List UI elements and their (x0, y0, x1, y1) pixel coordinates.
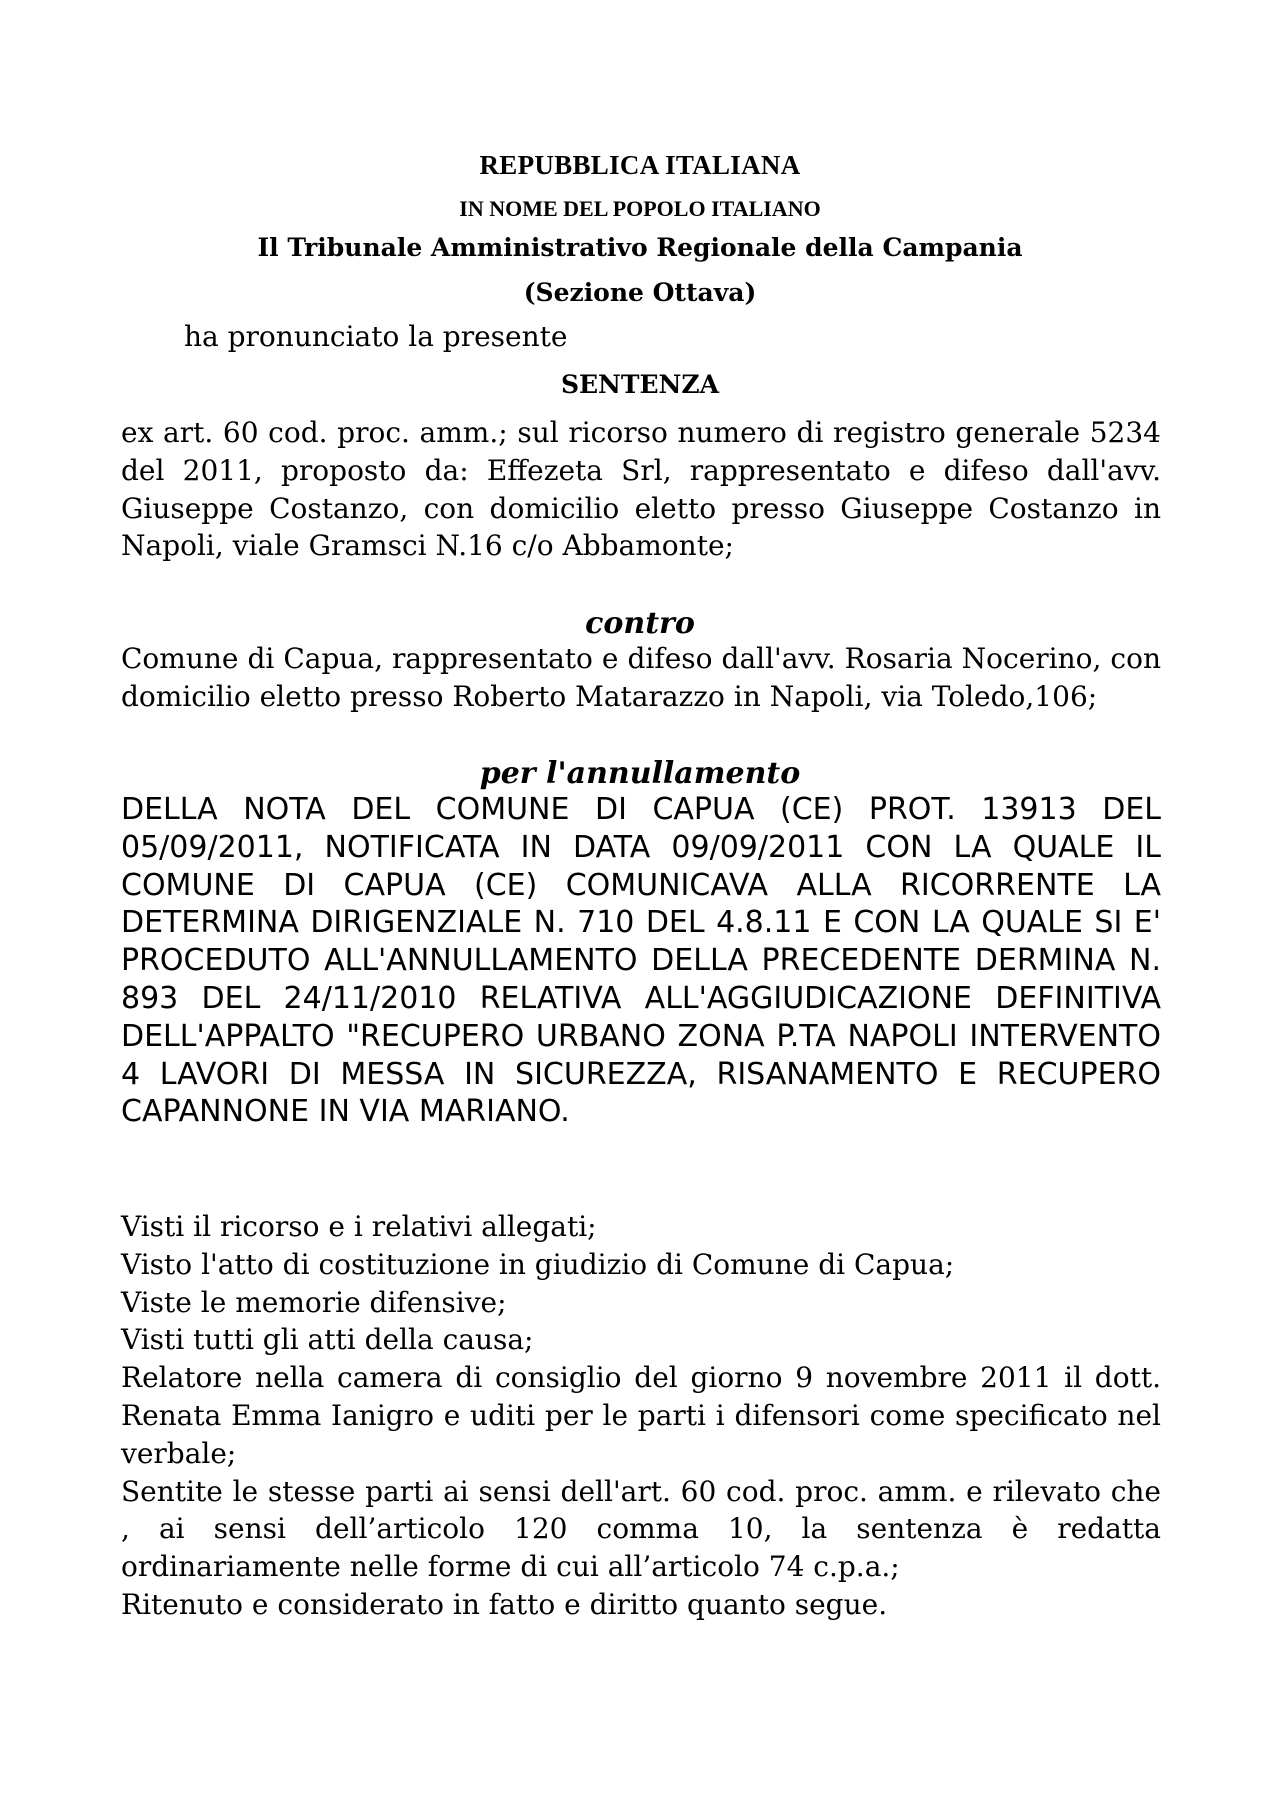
recital-line: Visto l'atto di costituzione in giudizio di Comune di Capua; (121, 1247, 955, 1281)
purpose-label: per l'annullamento (479, 756, 801, 791)
recital-line: Visti il ricorso e i relativi allegati; (121, 1210, 597, 1243)
recitals-block (121, 1208, 1161, 1624)
heading-sentenza: SENTENZA (560, 370, 720, 399)
recital-line: Viste le memorie difensive; (121, 1285, 507, 1319)
recital-line: Visti tutti gli atti della causa; (121, 1323, 534, 1357)
recital-line: Relatore nella camera di consiglio del giorno 9 novembre 2011 il dott. Renata Emma Ianigro e uditi per le parti i difensori come specificato nel verbale; (121, 1361, 1161, 1470)
heading-section: (Sezione Ottava) (523, 278, 757, 307)
heading-people: IN NOME DEL POPOLO ITALIANO (459, 196, 821, 221)
respondent-paragraph: Comune di Capua, rappresentato e difeso dall'avv. Rosaria Nocerino, con domicilio eletto presso Roberto Matarazzo in Napoli, via Toledo,106; (121, 642, 1161, 713)
against-label: contro (585, 606, 695, 641)
object-paragraph: DELLA NOTA DEL COMUNE DI CAPUA (CE) PROT. 13913 DEL 05/09/2011, NOTIFICATA IN DATA 09/09/2011 CON LA QUALE IL COMUNE DI CAPUA (CE) COMUNICAVA ALLA RICORRENTE LA DETERMINA DIRIGENZIALE N. 710 DEL 4.8.11 E CON LA QUALE SI E' PROCEDUTO ALL'ANNULLAMENTO DELLA PRECEDENTE DERMINA N. 893 DEL 24/11/2010 RELATIVA ALL'AGGIUDICAZIONE DEFINITIVA DELL'APPALTO "RECUPERO URBANO ZONA P.TA NAPOLI INTERVENTO 4 LAVORI DI MESSA IN SICUREZZA, RISANAMENTO E RECUPERO CAPANNONE IN VIA MARIANO. (121, 792, 1161, 1130)
parties-paragraph: ex art. 60 cod. proc. amm.; sul ricorso numero di registro generale 5234 del 2011, proposto da: Effezeta Srl, rappresentato e difeso dall'avv. Giuseppe Costanzo, con domicilio eletto presso Giuseppe Costanzo in Napoli, viale Gramsci N.16 c/o Abbamonte; (121, 416, 1161, 563)
recital-line: Ritenuto e considerato in fatto e diritto quanto segue. (121, 1587, 888, 1621)
recital-line: Sentite le stesse parti ai sensi dell'art. 60 cod. proc. amm. e rilevato che , ai sensi dell’articolo 120 comma 10, la sentenza è redatta ordinariamente nelle forme di cui all’articolo 74 c.p.a.; (121, 1474, 1161, 1584)
heading-court: Il Tribunale Amministrativo Regionale della Campania (257, 233, 1023, 262)
heading-republic: REPUBBLICA ITALIANA (479, 150, 801, 180)
intro-line: ha pronunciato la presente (184, 320, 568, 353)
